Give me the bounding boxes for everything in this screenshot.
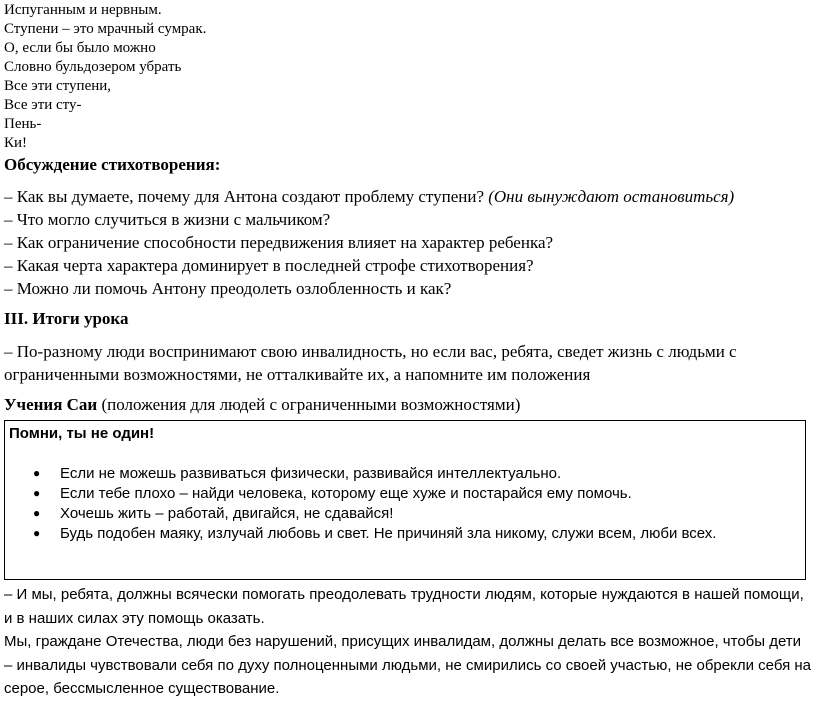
list-item <box>33 504 801 523</box>
reminder-list <box>9 464 801 543</box>
list-item-text: Хочешь жить – работай, двигайся, не сдавайся! <box>60 505 394 522</box>
list-item-text: Если тебе плохо – найди человека, которому еще хуже и постарайся ему помочь. <box>60 485 632 502</box>
poem-line: Ки! <box>4 135 28 151</box>
poem-line: Ступени – это мрачный сумрак. <box>4 21 207 37</box>
poem-line: О, если бы было можно <box>4 40 156 56</box>
list-item <box>33 484 801 503</box>
poem-line: Испуганным и нервным. <box>4 2 162 18</box>
summary-paragraph: – По-разному люди воспринимают свою инвалидность, но если вас, ребята, сведет жизнь с людьми с ограниченными возможностями, не отталкивайте их, а напомните им положения <box>4 342 737 384</box>
question-item: – Можно ли помочь Антону преодолеть озлобленность и как? <box>4 279 452 298</box>
question-text: – Как вы думаете, почему для Антона создают проблему ступени? <box>4 187 489 206</box>
poem-line: Все эти сту- <box>4 97 82 113</box>
discussion-heading: Обсуждение стихотворения: <box>4 155 221 174</box>
document-page <box>4 0 812 701</box>
poem-line: Пень- <box>4 116 42 132</box>
question-item <box>4 185 812 208</box>
poem-stanza <box>4 1 812 153</box>
reminder-box-title: Помни, ты не один! <box>9 425 155 442</box>
list-item <box>33 464 801 483</box>
discussion-questions <box>4 185 812 300</box>
bullet-icon: ● <box>33 506 41 520</box>
summary-heading: III. Итоги урока <box>4 309 129 328</box>
closing-paragraph: Мы, граждане Отечества, люди без нарушений, присущих инвалидам, должны делать все возможное, чтобы дети – инвалиды чувствовали себя по духу полноценными людьми, не смирились со своей участью, не обрекли себя на серое, бессмысленное существование. <box>4 633 811 697</box>
teachings-title <box>4 394 812 416</box>
question-item: – Какая черта характера доминирует в последней строфе стихотворения? <box>4 256 534 275</box>
reminder-box <box>4 420 806 580</box>
list-item-text: Будь подобен маяку, излучай любовь и свет. Не причиняй зла никому, служи всем, люби всех. <box>60 525 717 542</box>
list-item-text: Если не можешь развиваться физически, развивайся интеллектуально. <box>60 465 562 482</box>
bullet-icon: ● <box>33 466 41 480</box>
closing-paragraph: – И мы, ребята, должны всячески помогать преодолевать трудности людям, которые нуждаются в нашей помощи, и в наших силах эту помощь оказать. <box>4 586 804 627</box>
bullet-icon: ● <box>33 486 41 500</box>
question-item: – Что могло случиться в жизни с мальчиком? <box>4 210 331 229</box>
question-answer: (Они вынуждают остановиться) <box>488 187 735 206</box>
teachings-title-bold: Учения Саи <box>4 395 98 414</box>
teachings-title-rest: (положения для людей с ограниченными возможностями) <box>97 395 521 414</box>
poem-line: Словно бульдозером убрать <box>4 59 182 75</box>
list-item <box>33 524 801 543</box>
question-item: – Как ограничение способности передвижения влияет на характер ребенка? <box>4 233 554 252</box>
bullet-icon: ● <box>33 526 41 540</box>
poem-line: Все эти ступени, <box>4 78 112 94</box>
